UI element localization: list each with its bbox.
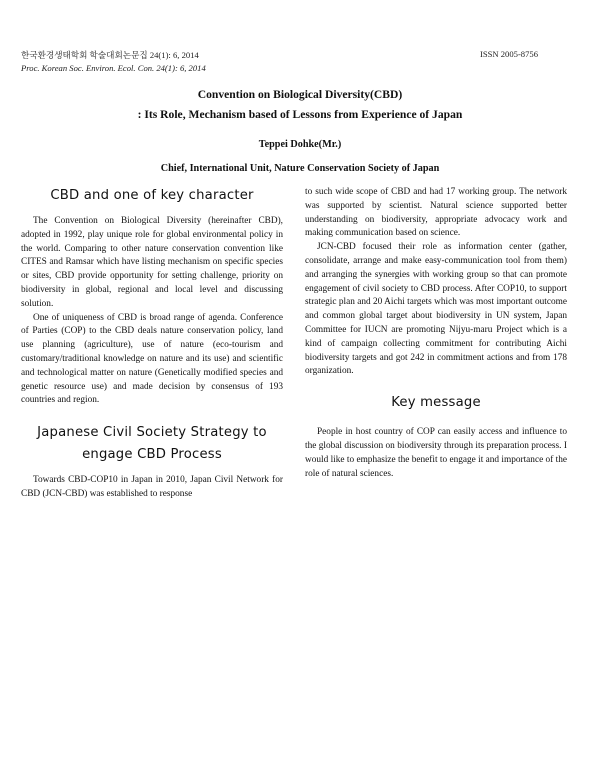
japanese-paragraph: JCN-CBD focused their role as information center (gather, consolidate, arrange and make easy-communication tool from them) and arranging the synergies with working group so that can promote engagement of civil society to CBD process. After COP10, to support strategic plan and 20 Aichi targets which was most important outcome and common global target about biodiversity in UN system, Japan Committee for IUCN are promoting Nijyu-maru Project which is a kind of campaign collecting commitment for contributing Aichi biodiversity targets and got 242 in commitment actions and from 178 organization. <box>305 242 567 377</box>
issn: ISSN 2005-8756 <box>479 49 538 59</box>
japanese-paragraph: Towards CBD-COP10 in Japan in 2010, Japan Civil Network for CBD (JCN-CBD) was established to response <box>21 475 283 499</box>
section-heading-cbd: CBD and one of key character <box>50 188 254 203</box>
paper-title-line1: Convention on Biological Diversity(CBD) <box>197 88 403 101</box>
section-heading-japanese: Japanese Civil Society Strategy to engage CBD Process <box>37 425 267 463</box>
right-column <box>305 186 567 481</box>
journal-korean: 한국환경생태학회 학술대회논문집 24(1): 6, 2014 <box>21 50 199 60</box>
cbd-paragraph: The Convention on Biological Diversity (hereinafter CBD), adopted in 1992, play unique role for global environmental policy in the world. Comparing to other nature conservation convention like CITES and Ramsar which have listing mechanism on specific species or sites, CBD provide opportunity for setting challenge, priority on biodiversity in global, regional and local level and discussing solution. <box>21 216 283 309</box>
affiliation: Chief, International Unit, Nature Conservation Society of Japan <box>160 163 440 174</box>
journal-english: Proc. Korean Soc. Environ. Ecol. Con. 24(1): 6, 2014 <box>21 63 206 73</box>
paper-title-line2: : Its Role, Mechanism based of Lessons from Experience of Japan <box>137 108 463 121</box>
journal-header <box>21 49 206 75</box>
author: Teppei Dohke(Mr.) <box>258 139 342 150</box>
left-column <box>21 186 283 502</box>
section-heading-key-message: Key message <box>391 395 481 411</box>
cbd-paragraph: One of uniqueness of CBD is broad range of agenda. Conference of Parties (COP) to the CBD deals nature conservation policy, land use planning (agriculture), use of nature (eco-tourism and customary/traditional knowledge on nature and its use) and scientific and technological matter on nature (Genetically modified species and genetic resource use) and made decision by consensus of 193 countries and region. <box>21 312 283 406</box>
key-message-paragraph: People in host country of COP can easily access and influence to the global discussion on biodiversity through its preparation process. I would like to emphasize the benefit to engage it and importance of the role of natural sciences. <box>305 427 567 479</box>
japanese-paragraph-continued: to such wide scope of CBD and had 17 working group. The network was supported by scientist. Natural science supported better understanding on biodiversity, appropriate advocacy work and making communication based on science. <box>305 187 567 239</box>
